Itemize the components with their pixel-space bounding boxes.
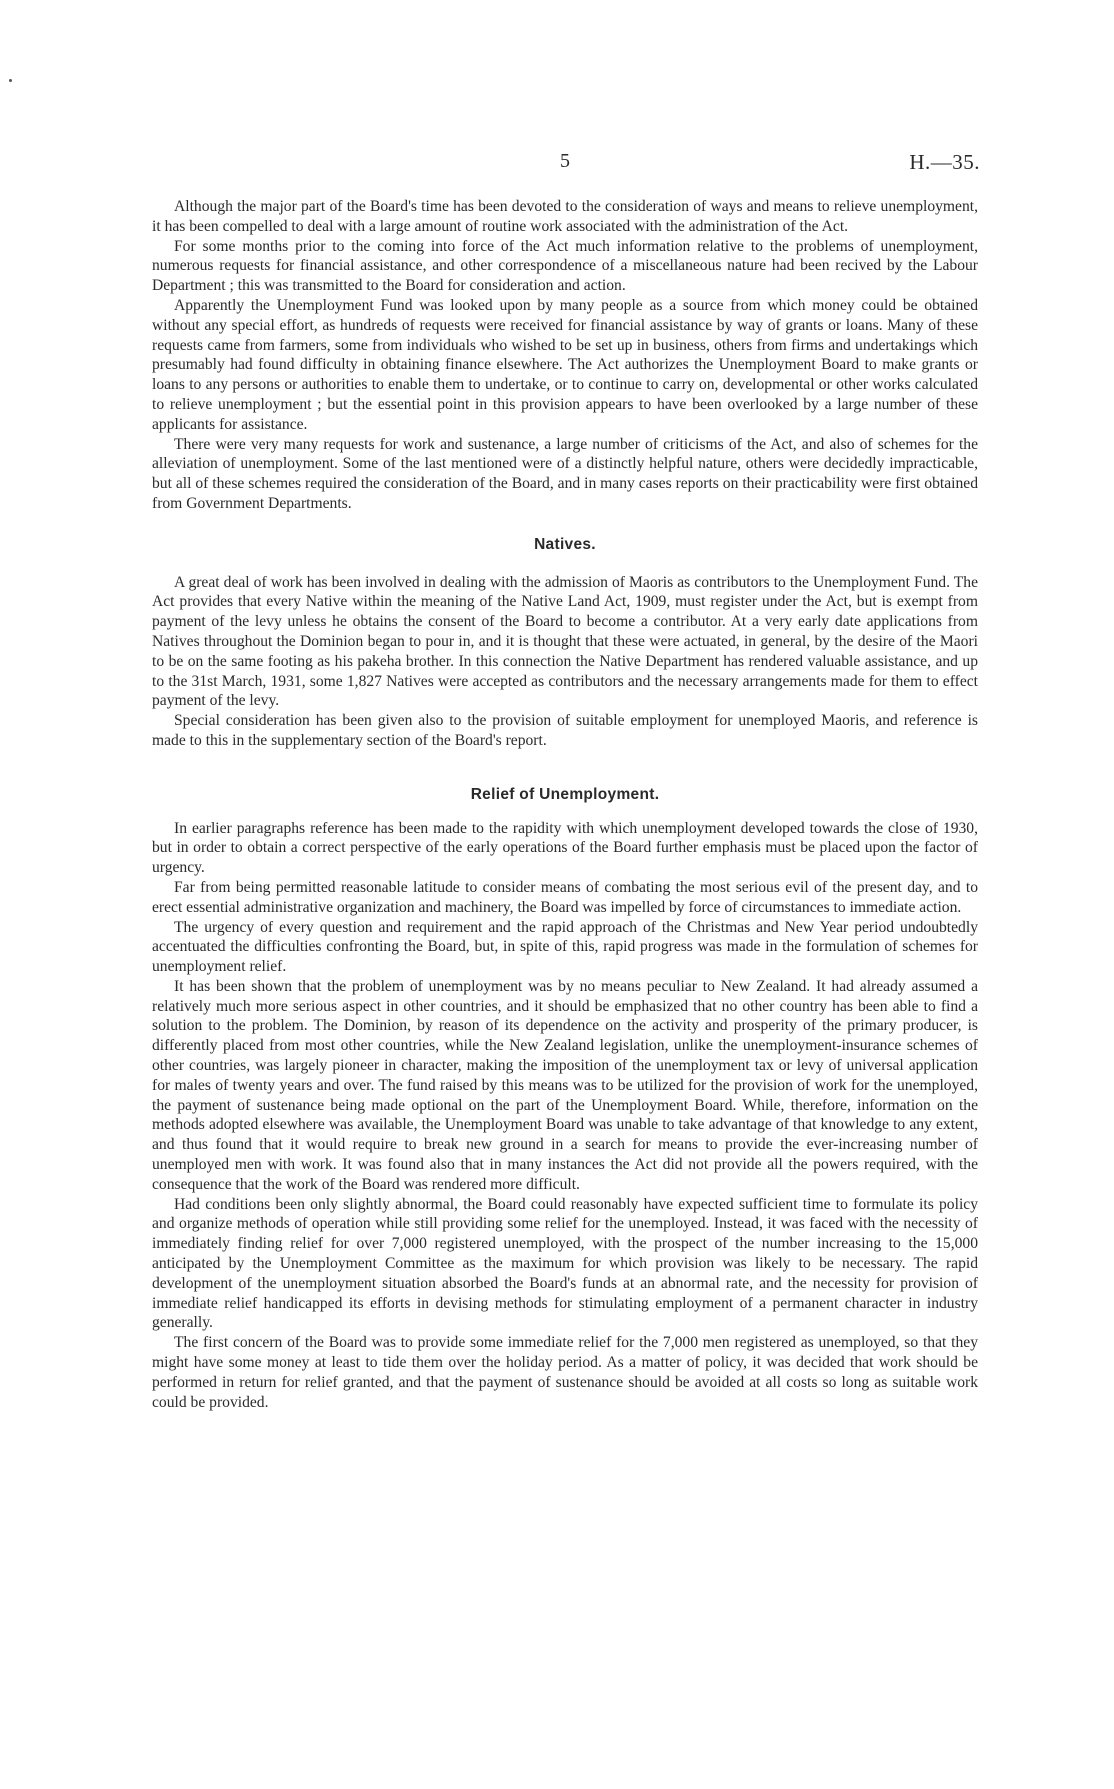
paragraph: The first concern of the Board was to provide some immediate relief for the 7,000 men registered as unemployed, so that they might have some money at least to tide them over the holiday period. As a matter of policy, it was decided that work should be performed in return for relief granted, and that the payment of sustenance should be avoided at all costs so long as suitable work could be provided. [152,1334,978,1411]
paragraph: Special consideration has been given also to the provision of suitable employment for unemployed Maoris, and reference is made to this in the supplementary section of the Board's report. [152,712,978,749]
paragraph: For some months prior to the coming into force of the Act much information relative to the problems of unemployment, numerous requests for financial assistance, and other correspondence of a miscellaneous nature had been recived by the Labour Department ; this was transmitted to the Board for consideration and action. [152,237,978,295]
paragraph: A great deal of work has been involved in dealing with the admission of Maoris as contributors to the Unemployment Fund. The Act provides that every Native within the meaning of the Native Land Act, 1909, must register under the Act, but is exempt from payment of the levy unless he obtains the consent of the Board to become a contributor. At a very early date applications from Natives throughout the Dominion began to pour in, and it is thought that these were actuated, in general, by the desire of the Maori to be on the same footing as his pakeha brother. In this connection the Native Department has rendered valuable assistance, and up to the 31st March, 1931, some 1,827 Natives were accepted as contributors and the necessary arrangements made for them to effect payment of the levy. [152,573,978,710]
natives-section [152,535,978,751]
paragraph: In earlier paragraphs reference has been made to the rapidity with which unemployment developed towards the close of 1930, but in order to obtain a correct perspective of the early operations of the Board further emphasis must be placed upon the factor of urgency. [152,819,978,877]
scan-mark [9,79,12,82]
paragraph: Far from being permitted reasonable latitude to consider means of combating the most serious evil of the present day, and to erect essential administrative organization and machinery, the Board was impelled by force of circumstances to immediate action. [152,878,978,916]
paragraph: It has been shown that the problem of unemployment was by no means peculiar to New Zealand. It had already assumed a relatively much more serious aspect in other countries, and it should be emphasized that no other country has been able to find a solution to the problem. The Dominion, by reason of its dependence on the activity and prosperity of the primary producer, is differently placed from most other countries, while the New Zealand legislation, unlike the unemployment-insurance schemes of other countries, was largely pioneer in character, making the imposition of the unemployment tax or levy of universal application for males of twenty years and over. The fund raised by this means was to be utilized for the provision of work for the unemployed, the payment of sustenance being made optional on the part of the Unemployment Board. While, therefore, information on the methods adopted elsewhere was available, the Unemployment Board was unable to take advantage of that knowledge to any extent, and thus found that it would require to break new ground in a search for means to provide the ever-increasing number of unemployed men with work. It was found also that in many instances the Act did not provide all the powers required, with the consequence that the work of the Board was rendered more difficult. [152,977,978,1193]
page-body [152,197,978,1412]
document-reference: H.—35. [909,150,980,174]
relief-section [152,785,978,1413]
section-heading-natives: Natives. [534,535,596,553]
paragraph: Although the major part of the Board's time has been devoted to the consideration of ways and means to relieve unemployment, it has been compelled to deal with a large amount of routine work associated with the administration of the Act. [152,198,978,235]
section-heading-relief: Relief of Unemployment. [470,785,660,803]
paragraph: There were very many requests for work and sustenance, a large number of criticisms of the Act, and also of schemes for the alleviation of unemployment. Some of the last mentioned were of a distinctly helpful nature, others were decidedly impracticable, but all of these schemes required the consideration of the Board, and in many cases reports on their practicability were first obtained from Government Departments. [152,435,978,512]
paragraph: Had conditions been only slightly abnormal, the Board could reasonably have expected sufficient time to formulate its policy and organize methods of operation while still providing some relief for the unemployed. Instead, it was faced with the necessity of immediately finding relief for over 7,000 registered unemployed, with the prospect of the number increasing to the 15,000 anticipated by the Unemployment Committee as the maximum for which provision was likely to be necessary. The rapid development of the unemployment situation absorbed the Board's funds at an abnormal rate, and the necessity for provision of immediate relief handicapped its efforts in devising methods for stimulating employment of a permanent character in industry generally. [152,1195,978,1332]
paragraph: The urgency of every question and requirement and the rapid approach of the Christmas and New Year period undoubtedly accentuated the difficulties confronting the Board, but, in spite of this, rapid progress was made in the formulation of schemes for unemployment relief. [152,918,978,976]
paragraph: Apparently the Unemployment Fund was looked upon by many people as a source from which money could be obtained without any special effort, as hundreds of requests were received for financial assistance by way of grants or loans. Many of these requests came from farmers, some from individuals who wished to be set up in business, others from firms and undertakings which presumably had found difficulty in obtaining finance elsewhere. The Act authorizes the Unemployment Board to make grants or loans to any persons or authorities to enable them to undertake, or to continue to carry on, developmental or other works calculated to relieve unemployment ; but the essential point in this provision appears to have been overlooked by a large number of these applicants for assistance. [152,296,978,433]
intro-section [152,197,978,514]
page-number: 5 [560,150,570,172]
